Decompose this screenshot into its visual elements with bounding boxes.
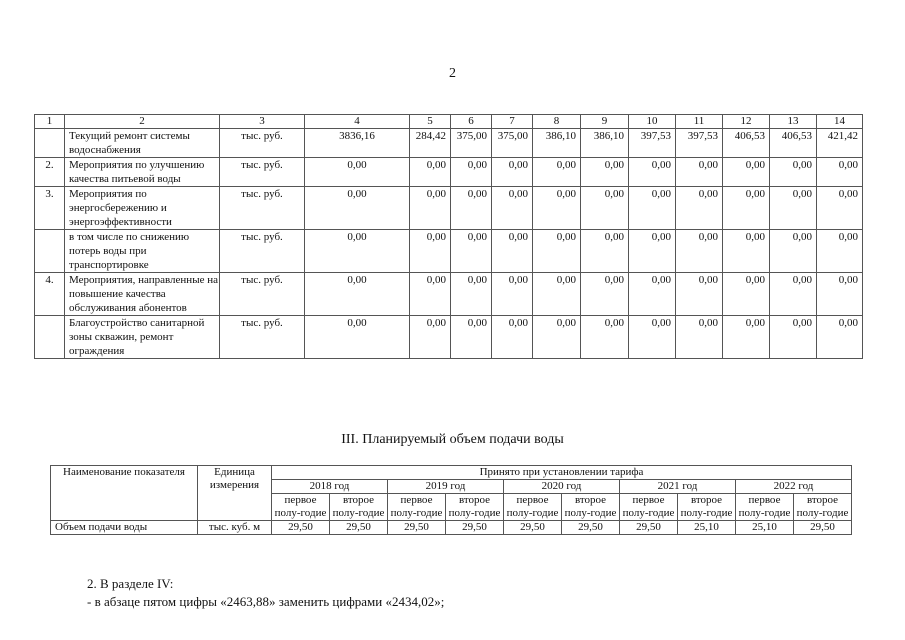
value-cell: 29,50 <box>272 521 330 535</box>
value-cell: 0,00 <box>451 158 492 187</box>
column-number-cell: 12 <box>723 115 770 129</box>
column-number-cell: 1 <box>35 115 65 129</box>
year-header: 2018 год <box>272 480 388 494</box>
header-row <box>35 115 863 129</box>
value-cell: 0,00 <box>410 230 451 273</box>
row-unit-cell: тыс. руб. <box>220 273 305 316</box>
value-cell: 386,10 <box>581 129 629 158</box>
value-cell: 0,00 <box>451 187 492 230</box>
value-cell: 0,00 <box>629 316 676 359</box>
column-number-cell: 11 <box>676 115 723 129</box>
col-name-header: Наименование показателя <box>51 466 198 521</box>
row-number-cell: 4. <box>35 273 65 316</box>
value-cell: 421,42 <box>817 129 863 158</box>
value-cell: 0,00 <box>492 187 533 230</box>
value-cell: 0,00 <box>533 230 581 273</box>
value-cell: 0,00 <box>770 158 817 187</box>
row-name-cell: Благоустройство санитарной зоны скважин, ремонт ограждения <box>65 316 220 359</box>
value-cell: 29,50 <box>504 521 562 535</box>
value-cell: 25,10 <box>736 521 794 535</box>
value-cell: 29,50 <box>794 521 852 535</box>
value-cell: 0,00 <box>410 316 451 359</box>
value-cell: 0,00 <box>629 273 676 316</box>
value-cell: 0,00 <box>817 230 863 273</box>
column-number-cell: 8 <box>533 115 581 129</box>
half-second-header: второе полу-годие <box>330 494 388 521</box>
value-cell: 3836,16 <box>305 129 410 158</box>
value-cell: 284,42 <box>410 129 451 158</box>
column-number-cell: 6 <box>451 115 492 129</box>
column-number-cell: 10 <box>629 115 676 129</box>
value-cell: 0,00 <box>770 316 817 359</box>
value-cell: 0,00 <box>492 230 533 273</box>
value-cell: 0,00 <box>770 230 817 273</box>
table-row <box>35 158 863 187</box>
table-row <box>35 316 863 359</box>
row-number-cell <box>35 129 65 158</box>
table-row <box>35 129 863 158</box>
measures-table <box>34 114 863 359</box>
year-header: 2022 год <box>736 480 852 494</box>
table-row <box>35 187 863 230</box>
note-line-2: - в абзаце пятом цифры «2463,88» заменить цифрами «2434,02»; <box>87 594 445 609</box>
half-second-header: второе полу-годие <box>678 494 736 521</box>
value-cell: 0,00 <box>533 273 581 316</box>
value-cell: 0,00 <box>305 273 410 316</box>
value-cell: 0,00 <box>305 316 410 359</box>
row-number-cell: 2. <box>35 158 65 187</box>
value-cell: 0,00 <box>723 187 770 230</box>
row-number-cell: 3. <box>35 187 65 230</box>
row-name-cell: Мероприятия по улучшению качества питьевой воды <box>65 158 220 187</box>
value-cell: 0,00 <box>676 273 723 316</box>
half-second-header: второе полу-годие <box>794 494 852 521</box>
row-name-cell: Мероприятия, направленные на повышение качества обслуживания абонентов <box>65 273 220 316</box>
value-cell: 0,00 <box>492 273 533 316</box>
value-cell: 375,00 <box>492 129 533 158</box>
value-cell: 29,50 <box>620 521 678 535</box>
value-cell: 0,00 <box>581 273 629 316</box>
value-cell: 0,00 <box>723 316 770 359</box>
value-cell: 0,00 <box>770 273 817 316</box>
value-cell: 29,50 <box>446 521 504 535</box>
value-cell: 25,10 <box>678 521 736 535</box>
value-cell: 0,00 <box>676 230 723 273</box>
column-number-cell: 7 <box>492 115 533 129</box>
row-name-cell: в том числе по снижению потерь воды при транспортировке <box>65 230 220 273</box>
value-cell: 0,00 <box>629 230 676 273</box>
half-first-header: первое полу-годие <box>504 494 562 521</box>
value-cell: 0,00 <box>305 187 410 230</box>
value-cell: 0,00 <box>451 316 492 359</box>
value-cell: 0,00 <box>492 158 533 187</box>
value-cell: 0,00 <box>581 316 629 359</box>
row-unit-cell: тыс. руб. <box>220 158 305 187</box>
value-cell: 0,00 <box>410 273 451 316</box>
value-cell: 0,00 <box>492 316 533 359</box>
value-cell: 375,00 <box>451 129 492 158</box>
value-cell: 0,00 <box>451 230 492 273</box>
half-second-header: второе полу-годие <box>562 494 620 521</box>
column-number-cell: 9 <box>581 115 629 129</box>
value-cell: 0,00 <box>770 187 817 230</box>
column-number-cell: 3 <box>220 115 305 129</box>
row-unit-cell: тыс. руб. <box>220 187 305 230</box>
value-cell: 29,50 <box>330 521 388 535</box>
value-cell: 0,00 <box>817 316 863 359</box>
row-unit-cell: тыс. руб. <box>220 230 305 273</box>
row-name-cell: Мероприятия по энергосбережению и энергоэффективности <box>65 187 220 230</box>
half-first-header: первое полу-годие <box>272 494 330 521</box>
col-group-header: Принято при установлении тарифа <box>272 466 852 480</box>
value-cell: 406,53 <box>723 129 770 158</box>
column-number-cell: 4 <box>305 115 410 129</box>
value-cell: 0,00 <box>676 316 723 359</box>
value-cell: 0,00 <box>581 158 629 187</box>
value-cell: 0,00 <box>723 158 770 187</box>
col-unit-header: Единица измерения <box>198 466 272 521</box>
column-number-cell: 13 <box>770 115 817 129</box>
value-cell: 0,00 <box>817 158 863 187</box>
value-cell: 0,00 <box>676 187 723 230</box>
value-cell: 397,53 <box>676 129 723 158</box>
value-cell: 0,00 <box>723 273 770 316</box>
water-volume-table <box>50 465 852 535</box>
year-header: 2021 год <box>620 480 736 494</box>
section-title: III. Планируемый объем подачи воды <box>341 432 564 447</box>
value-cell: 0,00 <box>410 158 451 187</box>
page-number: 2 <box>449 66 456 81</box>
value-cell: 0,00 <box>723 230 770 273</box>
value-cell: 0,00 <box>629 187 676 230</box>
value-cell: 0,00 <box>533 158 581 187</box>
column-number-cell: 2 <box>65 115 220 129</box>
note-line-1: 2. В разделе IV: <box>87 576 174 591</box>
row-number-cell <box>35 316 65 359</box>
value-cell: 0,00 <box>817 273 863 316</box>
row-name-cell: Текущий ремонт системы водоснабжения <box>65 129 220 158</box>
half-first-header: первое полу-годие <box>620 494 678 521</box>
value-cell: 0,00 <box>581 230 629 273</box>
value-cell: 0,00 <box>629 158 676 187</box>
value-cell: 0,00 <box>410 187 451 230</box>
year-header: 2020 год <box>504 480 620 494</box>
row-number-cell <box>35 230 65 273</box>
half-first-header: первое полу-годие <box>388 494 446 521</box>
row-unit-cell: тыс. руб. <box>220 316 305 359</box>
row-unit-cell: тыс. куб. м <box>198 521 272 535</box>
value-cell: 397,53 <box>629 129 676 158</box>
value-cell: 29,50 <box>562 521 620 535</box>
table-row <box>35 273 863 316</box>
column-number-cell: 5 <box>410 115 451 129</box>
value-cell: 0,00 <box>676 158 723 187</box>
value-cell: 0,00 <box>817 187 863 230</box>
half-first-header: первое полу-годие <box>736 494 794 521</box>
value-cell: 386,10 <box>533 129 581 158</box>
value-cell: 0,00 <box>451 273 492 316</box>
value-cell: 0,00 <box>581 187 629 230</box>
table-row <box>35 230 863 273</box>
value-cell: 0,00 <box>533 187 581 230</box>
year-header: 2019 год <box>388 480 504 494</box>
row-unit-cell: тыс. руб. <box>220 129 305 158</box>
row-name-cell: Объем подачи воды <box>51 521 198 535</box>
value-cell: 0,00 <box>305 230 410 273</box>
value-cell: 0,00 <box>533 316 581 359</box>
column-number-cell: 14 <box>817 115 863 129</box>
value-cell: 406,53 <box>770 129 817 158</box>
value-cell: 0,00 <box>305 158 410 187</box>
half-second-header: второе полу-годие <box>446 494 504 521</box>
value-cell: 29,50 <box>388 521 446 535</box>
